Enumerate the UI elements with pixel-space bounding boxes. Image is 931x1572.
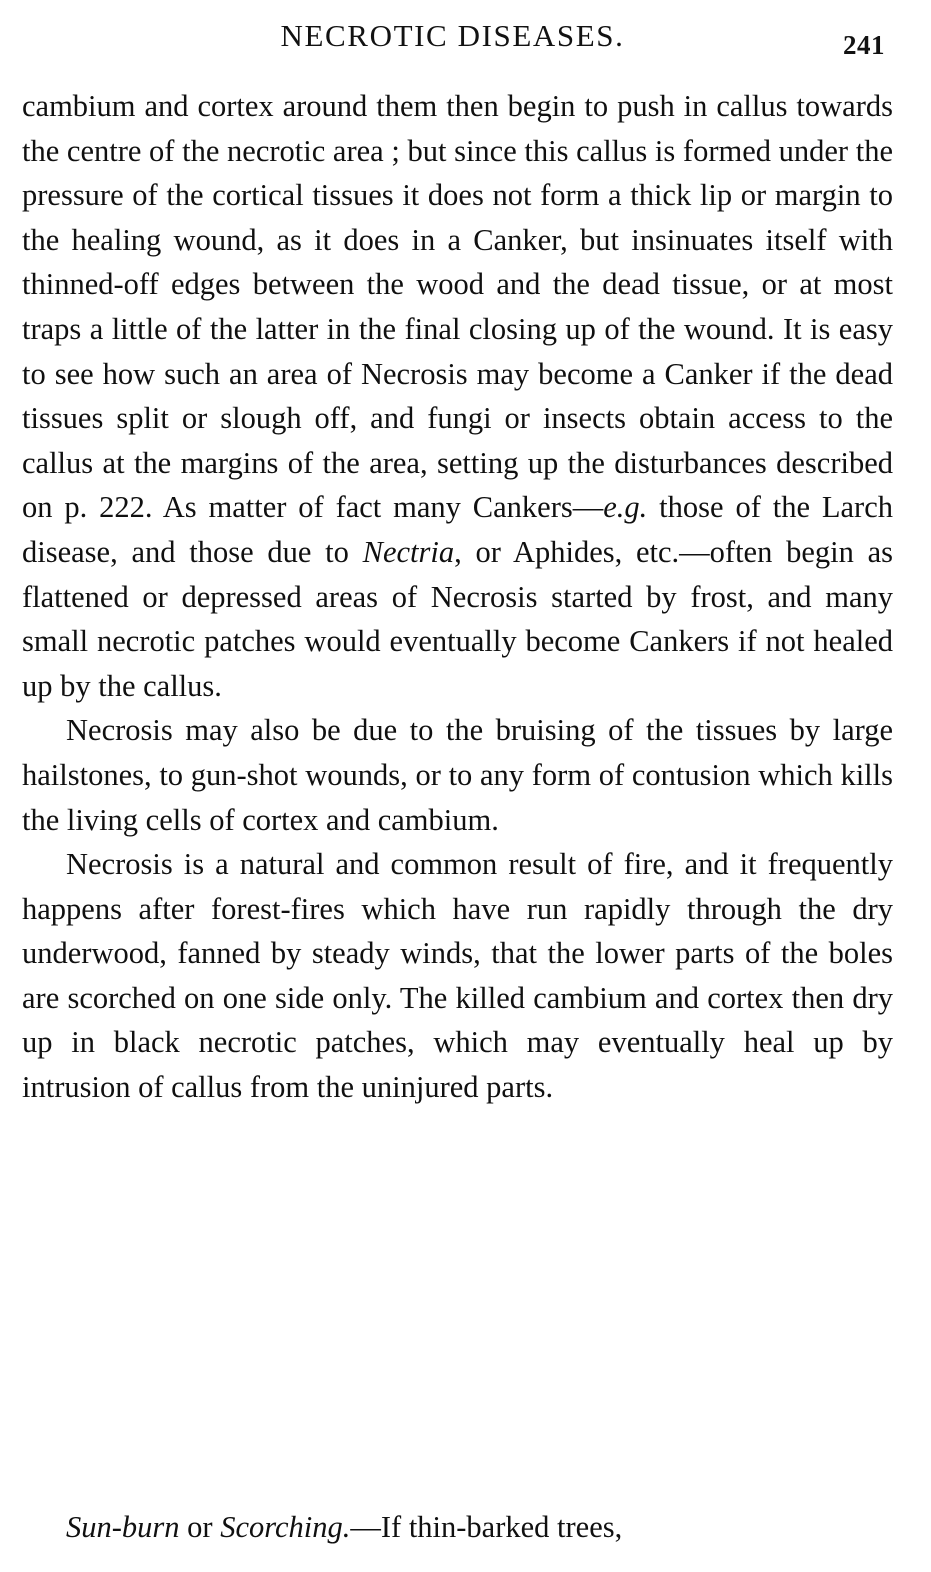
italic-term: e.g. — [603, 490, 648, 525]
running-title: NECROTIC DISEASES. — [280, 18, 625, 53]
paragraph: Necrosis may also be due to the bruising of the tissues by large hailstones, to gun-shot wounds, or to any form of contusion which kills the living cells of cortex and cambium. — [22, 713, 893, 837]
paragraph-text-continued: those of the Larch disease, and those due to — [22, 490, 893, 569]
paragraph-text: cambium and cortex around them then begin to push in callus towards the centre of the necrotic area ; but since this callus is formed under the pressure of the cortical tissues it does not form a thick lip or margin to the healing wound, as it does in a Canker, but insinuates itself with thinned-off edges between the wood and the dead tissue, or at most traps a little of the latter in the final closing up of the wound. It is easy to see how such an area of Necrosis may become a Canker if the dead tissues split or slough off, and fungi or insects obtain access to the callus at the margins of the area, setting up the disturbances described on p. 222. As matter of fact many Cankers— — [22, 89, 893, 525]
page-number: 241 — [843, 30, 885, 60]
section-heading-paragraph — [22, 1505, 893, 1550]
heading-connector: or — [179, 1510, 221, 1545]
page-body — [22, 84, 893, 1110]
paragraph-text-end: , or Aphides, etc.—often begin as flattened or depressed areas of Necrosis started by frost, and many small necrotic patches would eventually become Cankers if not healed up by the callus. — [22, 534, 893, 703]
italic-term: Nectria — [362, 534, 455, 569]
heading-following-text: —If thin-barked trees, — [350, 1510, 623, 1545]
paragraph: Necrosis is a natural and common result of fire, and it frequently happens after forest-fires which have run rapidly through the dry underwood, fanned by steady winds, that the lower parts of the boles are scorched on one side only. The killed cambium and cortex then dry up in black necrotic patches, which may eventually heal up by intrusion of callus from the uninjured parts. — [22, 847, 893, 1105]
page-header — [22, 18, 893, 70]
paragraph — [22, 84, 893, 708]
italic-heading-term-1: Sun-burn — [66, 1510, 180, 1545]
italic-heading-term-2: Scorching. — [220, 1510, 351, 1545]
